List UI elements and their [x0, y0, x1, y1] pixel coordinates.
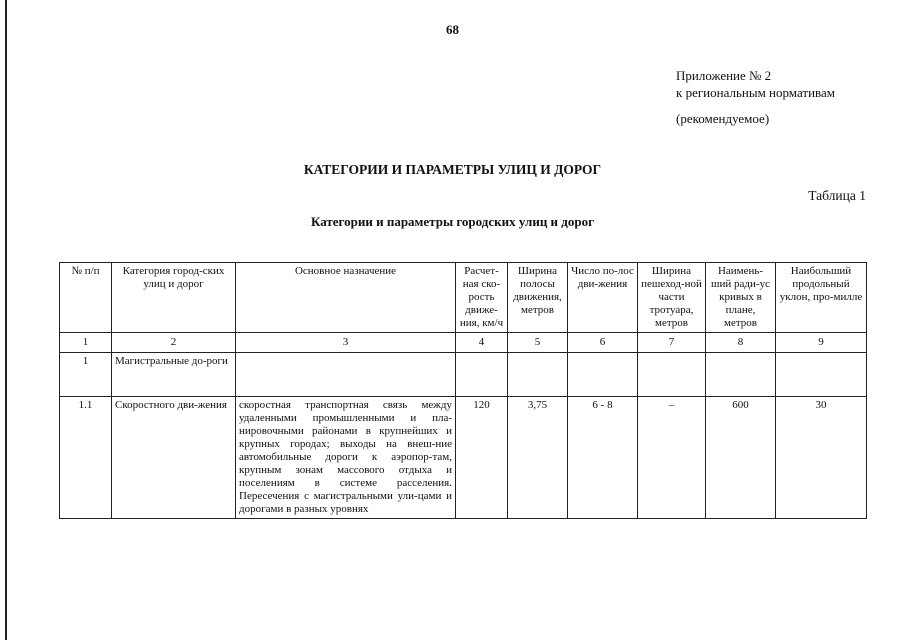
parameters-table	[59, 262, 867, 519]
header-sidewalk-width: Ширина пешеход-ной части тротуара, метров	[638, 263, 706, 333]
header-max-slope: Наибольший продольный уклон, про-милле	[776, 263, 867, 333]
row-max-slope: 30	[776, 397, 867, 519]
header-purpose: Основное назначение	[236, 263, 456, 333]
appendix-status: (рекомендуемое)	[676, 111, 770, 126]
header-lane-width: Ширина полосы движения, метров	[508, 263, 568, 333]
column-number: 1	[60, 333, 112, 353]
column-number: 4	[456, 333, 508, 353]
main-title: КАТЕГОРИИ И ПАРАМЕТРЫ УЛИЦ И ДОРОГ	[303, 162, 602, 177]
header-lane-count: Число по-лос дви-жения	[568, 263, 638, 333]
column-number: 7	[638, 333, 706, 353]
column-number-row	[60, 333, 867, 353]
header-speed: Расчет-ная ско-рость движе-ния, км/ч	[456, 263, 508, 333]
header-number: № п/п	[60, 263, 112, 333]
row-purpose: скоростная транспортная связь между удаленными промышленными и пла-нировочными районами в крупнейших и крупных городах; выходы на внеш-ние автомобильные дороги к аэропор-там, крупным зонам массового отдыха и поселениям в системе расселения. Пересечения с магистральными ули-цами и дорогами в разных уровнях	[236, 397, 456, 519]
row-number: 1.1	[60, 397, 112, 519]
column-number: 6	[568, 333, 638, 353]
row-lane-count	[568, 353, 638, 397]
header-min-radius: Наимень-ший ради-ус кривых в плане, метров	[706, 263, 776, 333]
row-speed	[456, 353, 508, 397]
row-min-radius	[706, 353, 776, 397]
column-number: 2	[112, 333, 236, 353]
row-lane-width	[508, 353, 568, 397]
row-lane-count: 6 - 8	[568, 397, 638, 519]
column-number: 8	[706, 333, 776, 353]
page-number: 68	[446, 22, 459, 37]
table-row	[60, 397, 867, 519]
row-min-radius: 600	[706, 397, 776, 519]
column-number: 5	[508, 333, 568, 353]
column-number: 3	[236, 333, 456, 353]
appendix-note	[676, 67, 835, 127]
header-category: Категория город-ских улиц и дорог	[112, 263, 236, 333]
row-sidewalk-width: –	[638, 397, 706, 519]
appendix-line-1: Приложение № 2	[676, 68, 772, 83]
header-row	[60, 263, 867, 333]
row-category: Магистральные до-роги	[112, 353, 236, 397]
column-number: 9	[776, 333, 867, 353]
row-category: Скоростного дви-жения	[112, 397, 236, 519]
row-purpose	[236, 353, 456, 397]
table-title: Категории и параметры городских улиц и дорог	[310, 214, 595, 229]
page-left-border	[5, 0, 7, 640]
row-number: 1	[60, 353, 112, 397]
row-lane-width: 3,75	[508, 397, 568, 519]
row-max-slope	[776, 353, 867, 397]
row-sidewalk-width	[638, 353, 706, 397]
table-label: Таблица 1	[808, 188, 866, 203]
appendix-line-2: к региональным нормативам	[676, 85, 835, 100]
table-row	[60, 353, 867, 397]
row-speed: 120	[456, 397, 508, 519]
